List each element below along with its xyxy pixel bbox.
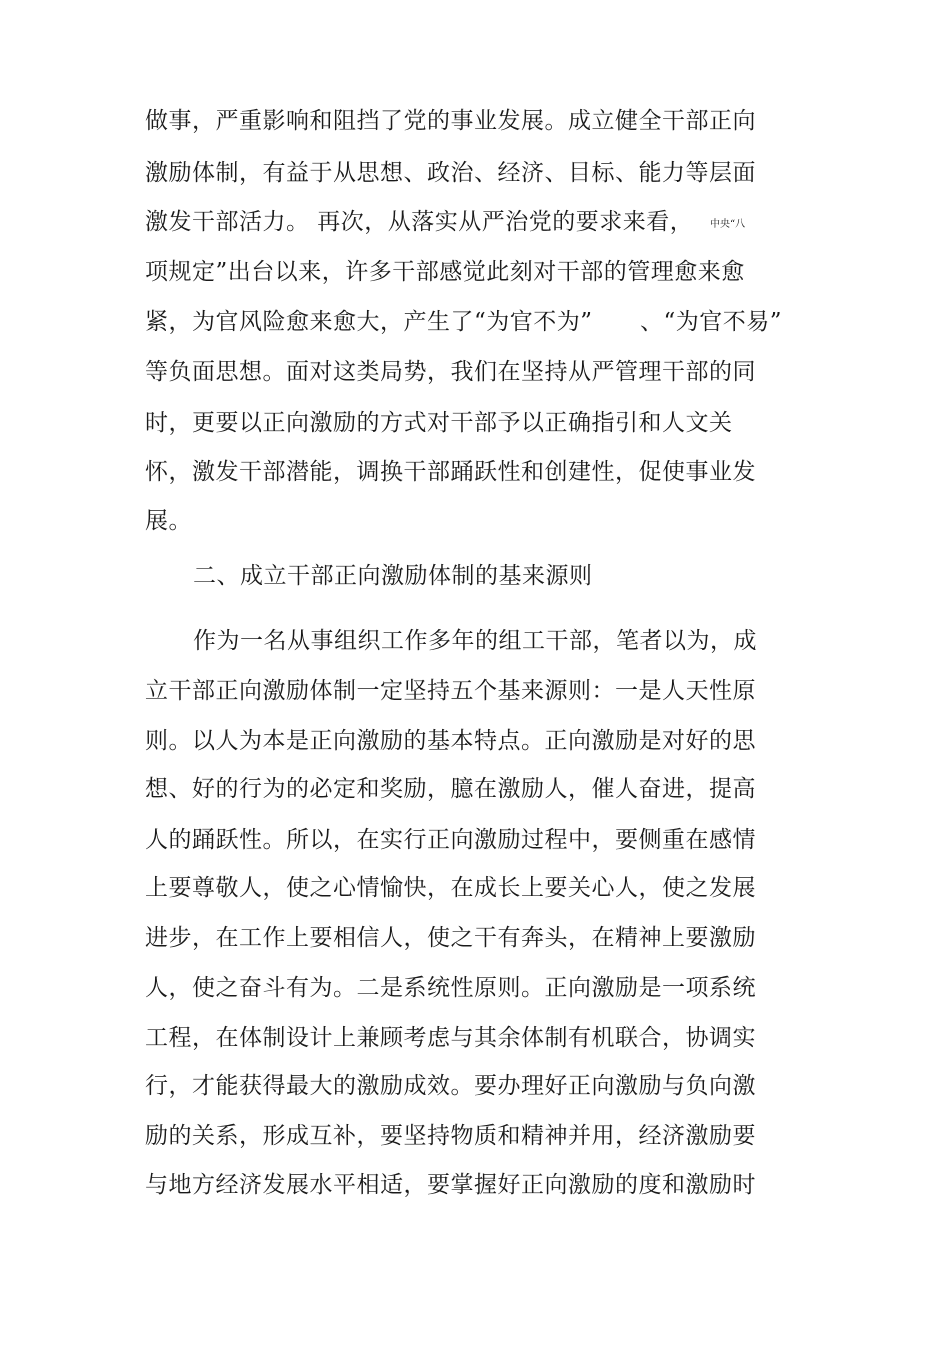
paragraph-1-line-6: 等负面思想。面对这类局势，我们在坚持从严管理干部的同 — [145, 359, 756, 385]
paragraph-2-line-12: 与地方经济发展水平相适，要掌握好正向激励的度和激励时 — [145, 1172, 756, 1198]
paragraph-2-line-9: 工程，在体制设计上兼顾考虑与其余体制有机联合，协调实 — [145, 1025, 756, 1051]
paragraph-1-line-1: 做事，严重影响和阻挡了党的事业发展。成立健全干部正向 — [145, 108, 756, 134]
paragraph-2-line-8: 人，使之奋斗有为。二是系统性原则。正向激励是一项系统 — [145, 975, 756, 1001]
paragraph-2-line-3: 则。以人为本是正向激励的基本特点。正向激励是对好的思 — [145, 728, 756, 754]
paragraph-1-line-5-tail: 、“为官不易” — [640, 309, 783, 335]
paragraph-2-line-5: 人的踊跃性。所以，在实行正向激励过程中，要侧重在感情 — [145, 827, 756, 853]
inline-small-note: 中央“八 — [710, 219, 746, 230]
paragraph-1-line-7: 时，更要以正向激励的方式对干部予以正确指引和人文关 — [145, 410, 733, 436]
paragraph-1-line-5: 紧，为官风险愈来愈大，产生了“为官不为” — [145, 309, 593, 335]
paragraph-1-line-2: 激励体制，有益于从思想、政治、经济、目标、能力等层面 — [145, 160, 756, 186]
paragraph-2-line-6: 上要尊敬人，使之心情愉快，在成长上要关心人，使之发展 — [145, 875, 756, 901]
paragraph-2-line-4: 想、好的行为的必定和奖励，臆在激励人，催人奋进，提高 — [145, 776, 756, 802]
paragraph-2-line-10: 行，才能获得最大的激励成效。要办理好正向激励与负向激 — [145, 1073, 756, 1099]
paragraph-1-line-4: 项规定”出台以来，许多干部感觉此刻对干部的管理愈来愈 — [145, 259, 745, 285]
paragraph-2-line-7: 进步，在工作上要相信人，使之干有奔头，在精神上要激励 — [145, 925, 756, 951]
paragraph-2-line-1: 作为一名从事组织工作多年的组工干部，笔者以为，成 — [193, 628, 757, 654]
paragraph-1-line-9: 展。 — [145, 508, 192, 534]
paragraph-2-line-11: 励的关系，形成互补，要坚持物质和精神并用，经济激励要 — [145, 1123, 756, 1149]
paragraph-2-line-2: 立干部正向激励体制一定坚持五个基来源则：一是人天性原 — [145, 678, 756, 704]
section-heading: 二、成立干部正向激励体制的基来源则 — [193, 563, 593, 589]
paragraph-1-line-3: 激发干部活力。 再次，从落实从严治党的要求来看， — [145, 209, 694, 235]
paragraph-1-line-8: 怀，激发干部潜能，调换干部踊跃性和创建性，促使事业发 — [145, 459, 756, 485]
